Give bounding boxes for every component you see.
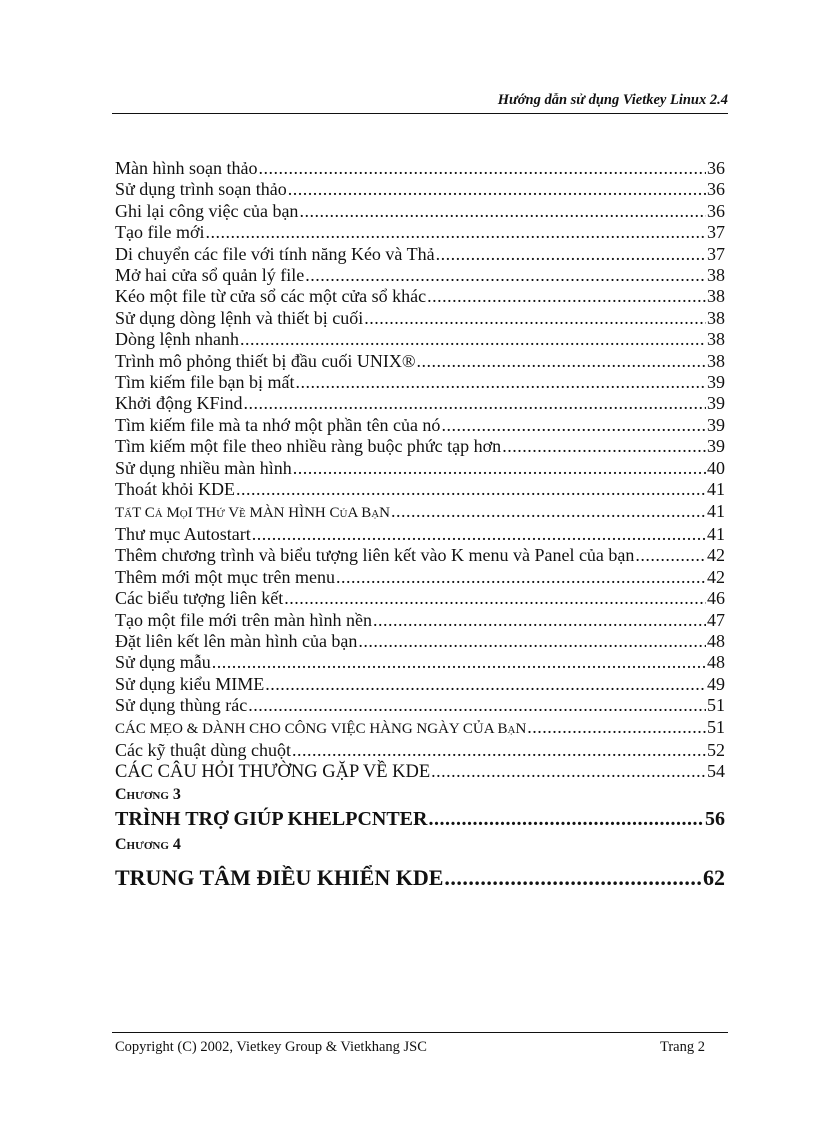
- toc-leader-dots: [444, 860, 702, 896]
- toc-entry: [115, 695, 725, 716]
- table-of-contents: [115, 158, 725, 896]
- toc-chapter-label: TRÌNH TRỢ GIÚP KHELPCNTER: [115, 808, 428, 831]
- toc-entry-page: 52: [707, 739, 725, 760]
- toc-leader-dots: [288, 179, 706, 200]
- toc-entry-page: 39: [707, 414, 725, 435]
- toc-entry-page: 48: [707, 652, 725, 673]
- toc-entry-page: 39: [707, 393, 725, 414]
- toc-entry-page: 42: [707, 545, 725, 566]
- toc-entry-label: Tìm kiếm file bạn bị mất: [115, 372, 295, 393]
- toc-entry: [115, 415, 725, 436]
- toc-entry-label: Tìm kiếm một file theo nhiều ràng buộc phức tạp hơn: [115, 436, 502, 457]
- toc-leader-dots: [293, 458, 706, 479]
- toc-entry: [115, 179, 725, 200]
- toc-leader-dots: [206, 222, 707, 243]
- toc-leader-dots: [299, 201, 706, 222]
- toc-entry-page: 51: [707, 695, 725, 716]
- toc-entry: [115, 479, 725, 500]
- toc-entry-label: Sử dụng nhiều màn hình: [115, 457, 292, 478]
- toc-entry: [115, 436, 725, 457]
- toc-leader-dots: [441, 415, 706, 436]
- toc-leader-dots: [502, 436, 706, 457]
- toc-entry-page: 36: [707, 179, 725, 200]
- footer-page-number: Trang 2: [660, 1039, 705, 1055]
- toc-entry: [115, 652, 725, 673]
- toc-entry-label: Các biểu tượng liên kết: [115, 588, 284, 609]
- toc-entry-page: 38: [707, 265, 725, 286]
- toc-entry-label: Khởi động KFind: [115, 393, 243, 414]
- header-divider: [112, 113, 728, 114]
- toc-entry-label: Dòng lệnh nhanh: [115, 329, 239, 350]
- toc-chapter-label: TRUNG TÂM ĐIỀU KHIỂN KDE: [115, 864, 444, 890]
- toc-section-entry: [115, 501, 725, 524]
- toc-entry-label: CÁC MẸO & DÀNH CHO CÔNG VIỆC HÀNG NGÀY CỦA BạN: [115, 720, 527, 737]
- toc-section-entry: [115, 761, 725, 783]
- toc-entry-page: 54: [707, 761, 725, 782]
- toc-leader-dots: [436, 244, 706, 265]
- page-header-title: Hướng dẫn sử dụng Vietkey Linux 2.4: [497, 92, 728, 108]
- toc-chapter-entry: [115, 860, 725, 896]
- toc-chapter-page: 62: [703, 864, 725, 890]
- toc-chapter-entry: [115, 805, 725, 834]
- toc-entry: [115, 372, 725, 393]
- toc-leader-dots: [252, 524, 706, 545]
- toc-entry: [115, 265, 725, 286]
- toc-entry-page: 37: [707, 222, 725, 243]
- toc-entry-label: Thêm chương trình và biểu tượng liên kết vào K menu và Panel của bạn: [115, 545, 635, 566]
- toc-entry-label: Sử dụng dòng lệnh và thiết bị cuối: [115, 307, 364, 328]
- toc-entry: [115, 545, 725, 566]
- toc-entry-label: Sử dụng mẫu: [115, 652, 211, 673]
- toc-leader-dots: [336, 567, 706, 588]
- toc-entry-page: 37: [707, 243, 725, 264]
- toc-entry-page: 38: [707, 350, 725, 371]
- toc-entry-label: Sử dụng thùng rác: [115, 695, 248, 716]
- toc-leader-dots: [295, 372, 706, 393]
- toc-entry-label: Thư mục Autostart: [115, 523, 251, 544]
- toc-leader-dots: [364, 308, 706, 329]
- toc-entry-label: TấT Cả MọI THứ Về MÀN HÌNH CủA BạN: [115, 504, 390, 521]
- toc-entry: [115, 524, 725, 545]
- toc-entry-page: 48: [707, 630, 725, 651]
- toc-entry: [115, 158, 725, 179]
- page-footer: [115, 1039, 705, 1056]
- toc-leader-dots: [265, 674, 706, 695]
- toc-leader-dots: [417, 351, 707, 372]
- toc-entry-page: 38: [707, 286, 725, 307]
- footer-divider: [112, 1032, 728, 1033]
- toc-leader-dots: [431, 761, 706, 782]
- toc-entry-page: 42: [707, 566, 725, 587]
- toc-leader-dots: [358, 631, 706, 652]
- toc-entry-label: Thêm mới một mục trên menu: [115, 566, 335, 587]
- toc-entry-page: 51: [707, 716, 725, 737]
- toc-entry-page: 36: [707, 158, 725, 178]
- toc-entry: [115, 286, 725, 307]
- toc-leader-dots: [284, 588, 706, 609]
- toc-entry-label: Sử dụng trình soạn thảo: [115, 179, 287, 200]
- toc-chapter-page: 56: [705, 808, 725, 831]
- toc-entry: [115, 201, 725, 222]
- toc-entry-label: Tạo một file mới trên màn hình nền: [115, 609, 372, 630]
- toc-entry: [115, 308, 725, 329]
- toc-leader-dots: [258, 158, 706, 179]
- toc-leader-dots: [240, 329, 706, 350]
- toc-leader-dots: [527, 717, 706, 738]
- toc-entry-page: 36: [707, 200, 725, 221]
- toc-entry-label: CÁC CÂU HỎI THƯỜNG GẶP VỀ KDE: [115, 762, 431, 783]
- toc-entry: [115, 567, 725, 588]
- toc-entry-label: Kéo một file từ cửa sổ các một cửa sổ khác: [115, 286, 427, 307]
- toc-leader-dots: [244, 393, 706, 414]
- toc-entry: [115, 222, 725, 243]
- toc-leader-dots: [305, 265, 706, 286]
- footer-copyright: Copyright (C) 2002, Vietkey Group & Vietkhang JSC: [115, 1039, 427, 1055]
- toc-entry-page: 41: [707, 500, 725, 521]
- toc-entry-label: Đặt liên kết lên màn hình của bạn: [115, 630, 358, 651]
- toc-entry-page: 46: [707, 588, 725, 609]
- toc-entry-page: 39: [707, 436, 725, 457]
- toc-entry: [115, 588, 725, 609]
- toc-entry-label: Tạo file mới: [115, 222, 205, 243]
- toc-leader-dots: [292, 740, 706, 761]
- toc-leader-dots: [427, 286, 706, 307]
- toc-entry: [115, 610, 725, 631]
- toc-entry: [115, 674, 725, 695]
- toc-leader-dots: [391, 501, 706, 522]
- toc-entry: [115, 458, 725, 479]
- toc-entry-page: 38: [707, 307, 725, 328]
- toc-leader-dots: [373, 610, 706, 631]
- toc-entry-label: Các kỹ thuật dùng chuột: [115, 739, 291, 760]
- toc-entry: [115, 351, 725, 372]
- toc-entry-label: Di chuyển các file với tính năng Kéo và Thả: [115, 243, 435, 264]
- toc-entry-label: Trình mô phỏng thiết bị đầu cuối UNIX®: [115, 350, 416, 371]
- toc-entry-page: 49: [707, 673, 725, 694]
- toc-entry: [115, 631, 725, 652]
- toc-entry-label: Sử dụng kiểu MIME: [115, 673, 265, 694]
- toc-entry-page: 41: [707, 479, 725, 500]
- toc-entry-page: 47: [707, 609, 725, 630]
- toc-entry: [115, 393, 725, 414]
- toc-leader-dots: [248, 695, 706, 716]
- toc-entry-label: Thoát khỏi KDE: [115, 479, 235, 500]
- toc-entry-page: 41: [707, 523, 725, 544]
- toc-leader-dots: [212, 652, 706, 673]
- toc-section-entry: [115, 717, 725, 740]
- chapter-heading: Chương 3: [115, 785, 181, 803]
- toc-leader-dots: [635, 545, 706, 566]
- toc-entry-page: 39: [707, 372, 725, 393]
- toc-entry-page: 40: [707, 457, 725, 478]
- toc-leader-dots: [236, 479, 706, 500]
- toc-entry-label: Mở hai cửa sổ quản lý file: [115, 265, 305, 286]
- toc-entry-page: 38: [707, 329, 725, 350]
- toc-entry-label: Màn hình soạn thảo: [115, 158, 258, 178]
- toc-leader-dots: [428, 805, 704, 834]
- toc-entry-label: Tìm kiếm file mà ta nhớ một phần tên của nó: [115, 414, 441, 435]
- toc-entry: [115, 329, 725, 350]
- toc-entry: [115, 740, 725, 761]
- chapter-heading: Chương 4: [115, 836, 181, 854]
- toc-entry-label: Ghi lại công việc của bạn: [115, 200, 299, 221]
- toc-entry: [115, 244, 725, 265]
